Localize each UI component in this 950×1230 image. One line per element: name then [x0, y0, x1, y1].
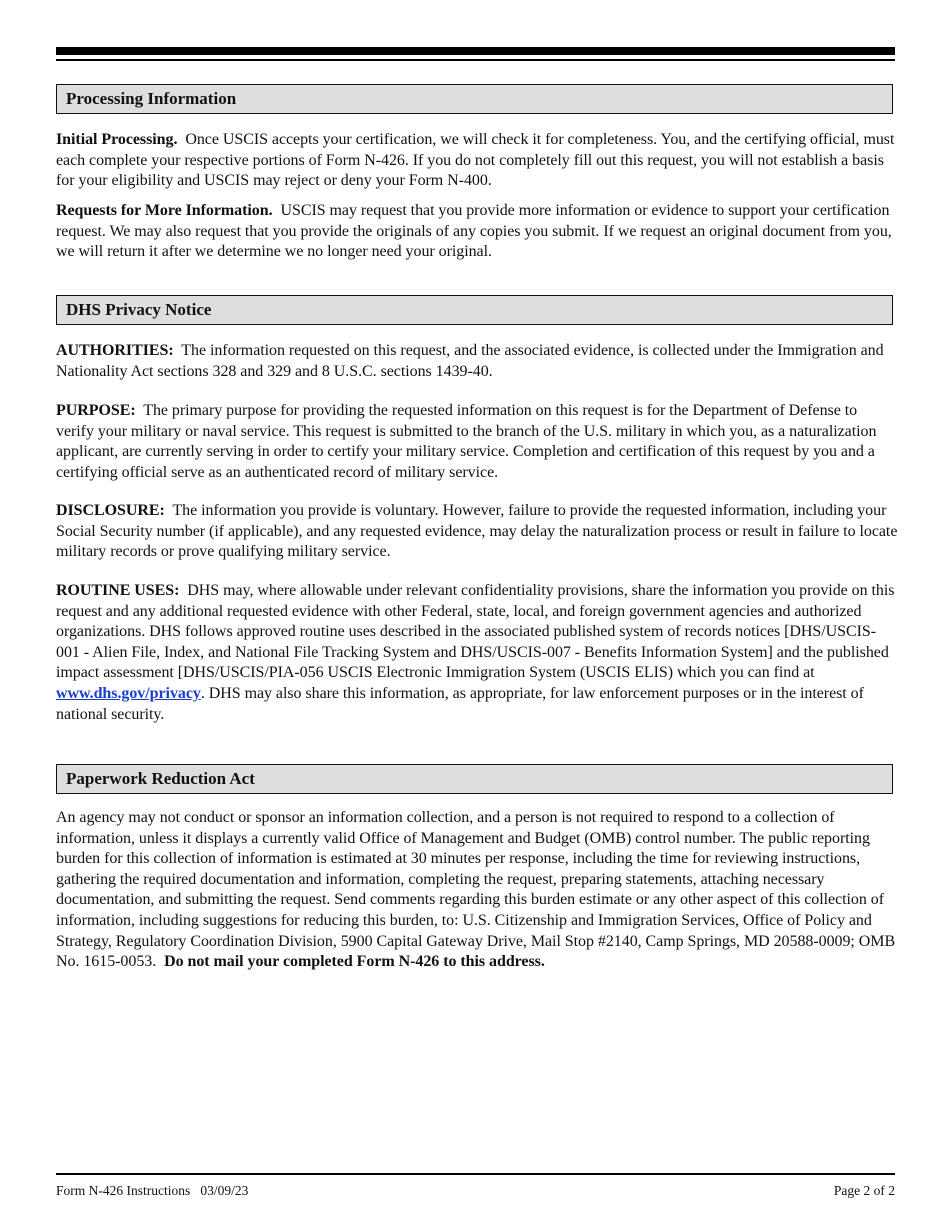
requests-info-text: USCIS may request that you provide more information or evidence to support your certification request. We may also request that you provide the originals of any copies you submit. If we request an original document from you, we will return it after we determine we no longer need your original.: [56, 202, 892, 261]
paragraph-routine-uses: [56, 581, 898, 725]
disclosure-text: The information you provide is voluntary. However, failure to provide the requested information, including your Social Security number (if applicable), and any requested evidence, may delay the naturalization process or result in failure to locate military records or prove qualifying military service.: [56, 502, 898, 561]
paperwork-text: An agency may not conduct or sponsor an information collection, and a person is not required to respond to a collection of information, unless it displays a currently valid Office of Management and Budget (OMB) control number. The public reporting burden for this collection of information is estimated at 30 minutes per response, including the time for reviewing instructions, gathering the required documentation and information, completing the request, preparing statements, attaching necessary documentation, and submitting the request. Send comments regarding this burden estimate or any other aspect of this collection of information, including suggestions for reducing this burden, to: U.S. Citizenship and Immigration Services, Office of Policy and Strategy, Regulatory Coordination Division, 5900 Capital Gateway Drive, Mail Stop #2140, Camp Springs, MD 20588-0009; OMB No. 1615-0053.: [56, 809, 896, 971]
initial-processing-text: Once USCIS accepts your certification, we will check it for completeness. You, and the certifying official, must each complete your respective portions of Form N-426. If you do not completely fill out this request, you will not establish a basis for your eligibility and USCIS may reject or deny your Form N-400.: [56, 131, 895, 190]
authorities-label: AUTHORITIES:: [56, 342, 174, 359]
paragraph-authorities: [56, 341, 898, 382]
paragraph-paperwork: [56, 808, 898, 973]
paragraph-initial-processing: [56, 130, 898, 192]
section-header-paperwork: Paperwork Reduction Act: [56, 764, 893, 794]
paragraph-requests-info: [56, 201, 898, 263]
initial-processing-label: Initial Processing.: [56, 131, 178, 148]
section-header-privacy: DHS Privacy Notice: [56, 295, 893, 325]
purpose-label: PURPOSE:: [56, 402, 136, 419]
privacy-link[interactable]: www.dhs.gov/privacy: [56, 684, 201, 702]
top-thin-rule: [56, 59, 895, 61]
top-thick-rule: [56, 47, 895, 55]
routine-uses-text: DHS may, where allowable under relevant confidentiality provisions, share the information you provide on this request and any additional requested evidence with other Federal, state, local, and foreign government agencies and authorized organizations. DHS follows approved routine uses described in the associated published system of records notices [DHS/USCIS-001 - Alien File, Index, and National File Tracking System and DHS/USCIS-007 - Benefits Information System] and the published impact assessment [DHS/USCIS/PIA-056 USCIS Electronic Immigration System (USCIS ELIS) which you can find at: [56, 582, 895, 682]
requests-info-label: Requests for More Information.: [56, 202, 273, 219]
disclosure-label: DISCLOSURE:: [56, 502, 165, 519]
footer-page-number: Page 2 of 2: [833, 1183, 895, 1198]
purpose-text: The primary purpose for providing the requested information on this request is for the Department of Defense to verify your military or naval service. This request is submitted to the branch of the U.S. military in which you, as a naturalization applicant, are currently serving in order to certify your military service. Completion and certification of this request by you and a certifying official serve as an authenticated record of military service.: [56, 402, 877, 481]
authorities-text: The information requested on this request, and the associated evidence, is collected under the Immigration and Nationality Act sections 328 and 329 and 8 U.S.C. sections 1439-40.: [56, 342, 884, 380]
paperwork-bold-notice: Do not mail your completed Form N-426 to this address.: [164, 953, 545, 971]
paragraph-disclosure: [56, 501, 898, 563]
paragraph-purpose: [56, 401, 898, 483]
footer-form-info: Form N-426 Instructions 03/09/23: [56, 1183, 249, 1198]
document-page: [56, 0, 898, 1230]
footer-rule: [56, 1173, 895, 1175]
routine-uses-text-after: . DHS may also share this information, as appropriate, for law enforcement purposes or in the interest of national security.: [56, 684, 864, 723]
section-header-processing: Processing Information: [56, 84, 893, 114]
routine-uses-label: ROUTINE USES:: [56, 582, 180, 599]
